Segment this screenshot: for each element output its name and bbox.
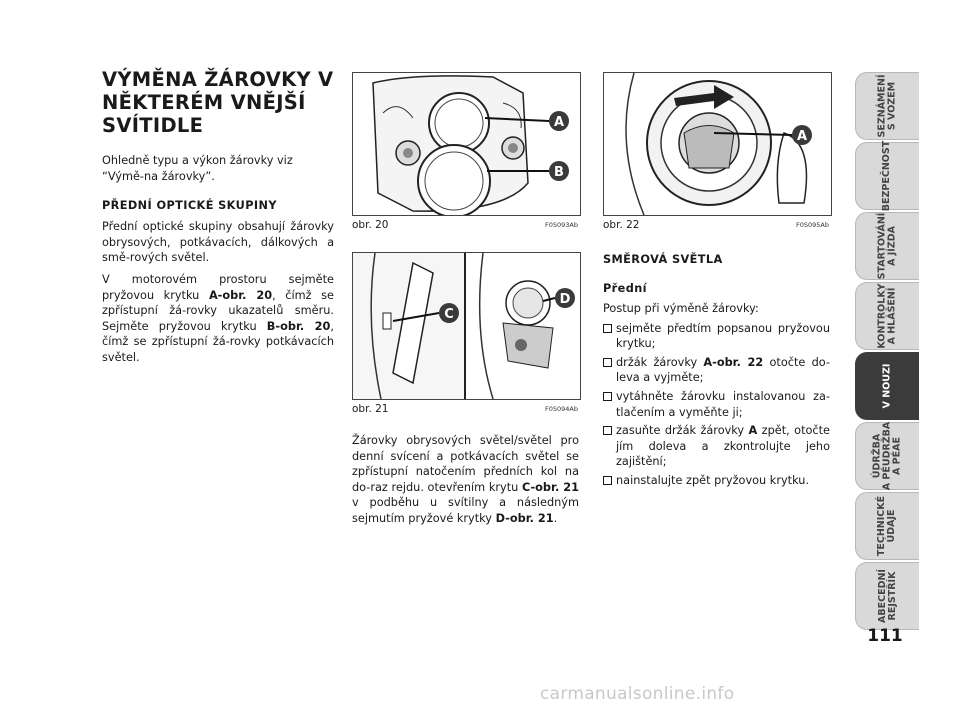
figure-22-caption: obr. 22	[603, 219, 640, 231]
figure-21-image	[352, 252, 581, 400]
indicator-lamp-illustration	[604, 73, 831, 215]
figure-22-code: F0S095Ab	[796, 221, 829, 229]
step-item	[603, 389, 830, 420]
step-text-pre: zasuňte držák žárovky	[616, 424, 749, 438]
left-column	[102, 153, 334, 366]
mid-text-b: v podběhu u svítilny a následným sejmutím pryžové krytky	[352, 496, 579, 525]
step-text-pre: držák žárovky	[616, 355, 704, 369]
step-text: sejměte předtím popsanou pryžovou krytku;	[616, 321, 830, 351]
step-text-post: otočte do-leva a vyjměte;	[616, 355, 830, 385]
tab-seznameni[interactable]: SEZNÁMENÍ S VOZEM	[855, 72, 919, 140]
step-item	[603, 473, 830, 489]
watermark: carmanualsonline.info	[540, 684, 735, 704]
mid-text-a: Žárovky obrysových světel/světel pro denní svícení a potkávacích světel se zpřístupní natočením předních kol na do-raz rejdu. otevřením krytu	[352, 434, 579, 494]
checkbox-bullet-icon	[603, 426, 612, 435]
page-number: 111	[867, 626, 903, 646]
checkbox-bullet-icon	[603, 358, 612, 367]
step-item	[603, 423, 830, 470]
right-subheading: Přední	[603, 282, 647, 295]
intro-paragraph: Ohledně typu a výkon žárovky viz “Výmě-na žárovky”.	[102, 154, 293, 183]
right-column	[603, 252, 830, 492]
checkbox-bullet-icon	[603, 476, 612, 485]
front-p2-text-c: , čímž se zpřístupní žá-rovky potkávacích světel.	[102, 319, 334, 364]
fig21-label-c: C	[444, 307, 454, 322]
step-ref: A	[748, 424, 758, 438]
tab-bezpecnost[interactable]: BEZPEČNOST	[855, 142, 919, 210]
right-heading: SMĚROVÁ SVĚTLA	[603, 253, 723, 266]
figure-22-image	[603, 72, 832, 216]
steps-list	[603, 321, 830, 489]
right-intro: Postup při výměně žárovky:	[603, 302, 759, 315]
mid-ref-a: C-obr. 21	[521, 480, 579, 494]
fig21-label-d: D	[559, 292, 571, 307]
tab-v-nouzi[interactable]: V NOUZI	[855, 352, 919, 420]
checkbox-bullet-icon	[603, 392, 612, 401]
figure-20-caption: obr. 20	[352, 219, 389, 231]
figure-20-image	[352, 72, 581, 216]
front-p2-text-a: V motorovém prostoru sejměte pryžovou krytku	[102, 272, 334, 302]
step-item	[603, 355, 830, 386]
front-p2-text-b: , čímž se zpřístupní žá-rovky ukazatelů směru. Sejměte pryžovou krytku	[102, 288, 335, 333]
tab-technicke-udaje[interactable]: TECHNICKÉ ÚDAJE	[855, 492, 919, 560]
mid-ref-b: D-obr. 21	[495, 511, 554, 525]
wheel-arch-illustration	[353, 253, 580, 399]
front-paragraph-2	[102, 272, 334, 366]
step-text-post: zpět, otočte jím doleva a zkontrolujte jeho zajištění;	[616, 424, 830, 469]
step-text: nainstalujte zpět pryžovou krytku.	[616, 473, 810, 487]
figure-20-code: F0S093Ab	[545, 221, 578, 229]
front-paragraph-1: Přední optické skupiny obsahují žárovky obrysových, potkávacích, dálkových a smě-rových světel.	[102, 220, 334, 265]
checkbox-bullet-icon	[603, 324, 612, 333]
front-heading: PŘEDNÍ OPTICKÉ SKUPINY	[102, 199, 277, 213]
fig20-label-a: A	[553, 115, 565, 130]
step-text: vytáhněte žárovku instalovanou za-tlačením a vyměňte ji;	[616, 389, 830, 419]
front-p2-ref-b: B-obr. 20	[266, 319, 331, 333]
fig20-label-b: B	[554, 165, 564, 180]
tab-kontrolky[interactable]: KONTROLKY A HLÁŠENÍ	[855, 282, 919, 350]
tab-udrzba[interactable]: ÚDRŽBA A PÉUDRŽBA A PÉAE	[855, 422, 919, 490]
middle-paragraph	[352, 433, 579, 527]
front-p2-ref-a: A-obr. 20	[208, 288, 273, 302]
page-title: VÝMĚNA ŽÁROVKY V NĚKTERÉM VNĚJŠÍ SVÍTIDLE	[102, 68, 334, 137]
tab-startovani[interactable]: STARTOVÁNÍ A JÍZDA	[855, 212, 919, 280]
fig22-label-a: A	[796, 129, 808, 144]
headlamp-rear-illustration	[353, 73, 580, 215]
mid-text-c: .	[553, 511, 558, 525]
step-item	[603, 321, 830, 352]
tab-abecedni-rejstrik[interactable]: ABECEDNÍ REJSTŘÍK	[855, 562, 919, 630]
step-ref: A-obr. 22	[703, 355, 764, 369]
figure-21-caption: obr. 21	[352, 403, 389, 415]
figure-21-code: F0S094Ab	[545, 405, 578, 413]
